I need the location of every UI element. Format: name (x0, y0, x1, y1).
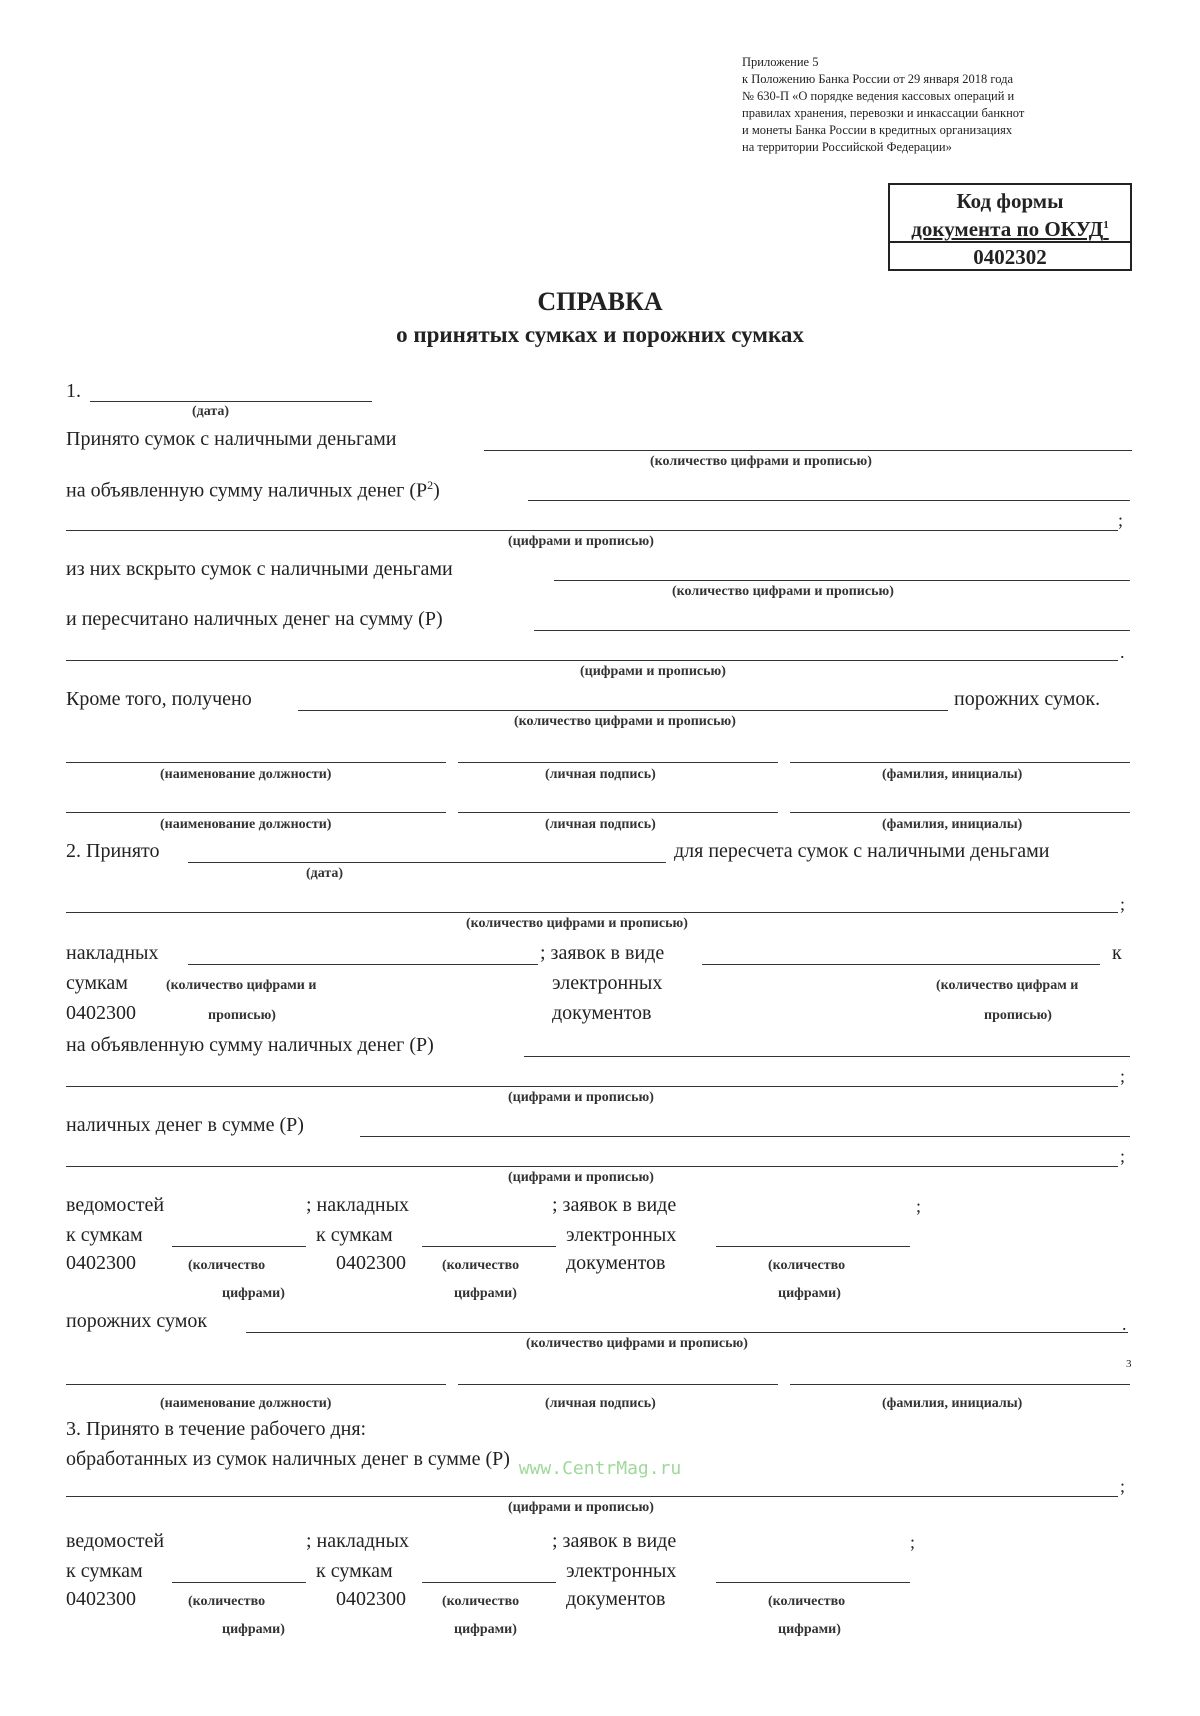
annex-line: и монеты Банка России в кредитных организациях (742, 123, 1013, 137)
count-caption: (количество (188, 1258, 266, 1273)
line-end-semicolon: ; (1120, 1146, 1126, 1166)
document-subtitle: о принятых сумках и порожних сумках (396, 322, 804, 347)
invoices-field[interactable] (188, 964, 538, 965)
okud-label-text: документа по ОКУД (911, 217, 1104, 241)
declared-sum-text: на объявленную сумму наличных денег (Р (66, 479, 428, 502)
declared-sum-field[interactable] (524, 1056, 1130, 1057)
annex-line: Приложение 5 (742, 55, 819, 69)
declared-sum-label: на объявленную сумму наличных денег (Р) (66, 1034, 434, 1056)
empty-bags-caption: (количество цифрами и прописью) (514, 714, 736, 729)
cash-sum-label: наличных денег в сумме (Р) (66, 1114, 304, 1136)
position-caption: (наименование должности) (160, 1396, 332, 1411)
declared-sum-label (66, 478, 440, 503)
line-end-semicolon: ; (910, 1532, 916, 1552)
invoices-caption: (количество цифрами и (166, 978, 317, 993)
name-caption: (фамилия, инициалы) (882, 1396, 1023, 1411)
okud-divider (890, 241, 1130, 243)
invoices-count-field[interactable] (422, 1582, 556, 1583)
empty-bags-caption: (количество цифрами и прописью) (526, 1336, 748, 1351)
signature-field[interactable] (458, 762, 778, 763)
line-end-period: . (1122, 1314, 1127, 1334)
electronic-label: электронных (566, 1224, 677, 1246)
bags-accepted-caption: (количество цифрами и прописью) (650, 454, 872, 469)
invoices-label: ; накладных (306, 1194, 410, 1216)
requests-field[interactable] (702, 964, 1100, 965)
recounted-sum-caption: (цифрами и прописью) (580, 664, 726, 679)
documents-label: документов (566, 1252, 666, 1274)
count-caption: (количество (768, 1594, 846, 1609)
declared-sum-field-continued[interactable] (66, 530, 1118, 531)
electronic-label: электронных (566, 1560, 677, 1582)
form-code: 0402300 (66, 1252, 136, 1274)
footnote-mark: 3 (1126, 1358, 1132, 1370)
line-end-semicolon: ; (1120, 1066, 1126, 1086)
count-caption: (количество (768, 1258, 846, 1273)
annex-reference (742, 54, 1024, 156)
cash-sum-field-continued[interactable] (66, 1166, 1118, 1167)
section-1-number: 1. (66, 380, 81, 402)
count-caption-cont: цифрами) (454, 1286, 517, 1301)
date-field[interactable] (90, 401, 372, 402)
documents-label: документов (566, 1588, 666, 1610)
watermark: www.CentrMag.ru (518, 1458, 682, 1479)
documents-label: документов (552, 1002, 652, 1024)
to-bags-label: сумкам (66, 972, 128, 994)
position-field[interactable] (66, 812, 446, 813)
section-2-accepted-label: 2. Принято (66, 840, 160, 862)
empty-bags-received-label: Кроме того, получено (66, 688, 252, 710)
recounted-sum-field[interactable] (534, 630, 1130, 631)
requests-label: ; заявок в виде (540, 942, 665, 964)
k-bags-label: к сумкам (316, 1224, 393, 1246)
processed-sum-field[interactable] (66, 1496, 1118, 1497)
count-caption: (количество (188, 1594, 266, 1609)
k-bags-label: к сумкам (66, 1224, 143, 1246)
section-3-heading: 3. Принято в течение рабочего дня: (66, 1418, 367, 1440)
declared-sum-field-continued[interactable] (66, 1086, 1118, 1087)
count-caption: (количество (442, 1594, 520, 1609)
name-caption: (фамилия, инициалы) (882, 767, 1023, 782)
name-field[interactable] (790, 1384, 1130, 1385)
document-title: СПРАВКА (537, 287, 663, 316)
signature-field[interactable] (458, 812, 778, 813)
processed-sum-label: обработанных из сумок наличных денег в сумме (Р) (66, 1448, 510, 1470)
position-caption: (наименование должности) (160, 817, 332, 832)
okud-label-line1: Код формы (956, 189, 1064, 213)
declared-sum-close: ) (433, 479, 440, 502)
bags-count-field[interactable] (66, 912, 1118, 913)
recount-date-field[interactable] (188, 862, 666, 863)
statements-count-field[interactable] (172, 1246, 306, 1247)
requests-caption-cont: прописью) (984, 1008, 1052, 1023)
k-bags-label: к сумкам (66, 1560, 143, 1582)
requests-count-field[interactable] (716, 1246, 910, 1247)
requests-count-field[interactable] (716, 1582, 910, 1583)
annex-line: правилах хранения, перевозки и инкассации банкнот (742, 106, 1025, 120)
signature-field[interactable] (458, 1384, 778, 1385)
invoices-caption-cont: прописью) (208, 1008, 276, 1023)
opened-bags-caption: (количество цифрами и прописью) (672, 584, 894, 599)
bags-accepted-field[interactable] (484, 450, 1132, 451)
form-code: 0402300 (66, 1002, 136, 1024)
okud-label-line2 (890, 217, 1130, 242)
annex-line: к Положению Банка России от 29 января 2018 года (742, 72, 1014, 86)
line-end-semicolon: ; (1120, 1476, 1126, 1496)
signature-caption: (личная подпись) (545, 817, 656, 832)
recount-purpose-text: для пересчета сумок с наличными деньгами (674, 840, 1050, 862)
k-bags-label: к сумкам (316, 1560, 393, 1582)
line-end-semicolon: ; (1118, 510, 1124, 530)
line-end-period: . (1120, 642, 1125, 662)
recounted-sum-label: и пересчитано наличных денег на сумму (Р) (66, 608, 443, 630)
annex-line: на территории Российской Федерации» (742, 140, 952, 154)
name-field[interactable] (790, 762, 1130, 763)
count-caption-cont: цифрами) (222, 1622, 285, 1637)
opened-bags-field[interactable] (554, 580, 1130, 581)
recount-date-caption: (дата) (306, 866, 344, 881)
count-caption-cont: цифрами) (454, 1622, 517, 1637)
count-caption-cont: цифрами) (778, 1622, 841, 1637)
line-end-semicolon: ; (916, 1196, 922, 1216)
name-caption: (фамилия, инициалы) (882, 817, 1023, 832)
signature-caption: (личная подпись) (545, 1396, 656, 1411)
k-label: к (1112, 942, 1122, 964)
statements-count-field[interactable] (172, 1582, 306, 1583)
declared-sum-field[interactable] (528, 500, 1130, 501)
footnote-mark: 2 (427, 478, 434, 492)
requests-label: ; заявок в виде (552, 1194, 677, 1216)
okud-code: 0402302 (973, 245, 1047, 269)
opened-bags-label: из них вскрыто сумок с наличными деньгами (66, 558, 453, 580)
line-end-semicolon: ; (1120, 894, 1126, 914)
form-code: 0402300 (66, 1588, 136, 1610)
requests-label: ; заявок в виде (552, 1530, 677, 1552)
position-field[interactable] (66, 1384, 446, 1385)
processed-sum-caption: (цифрами и прописью) (508, 1500, 654, 1515)
declared-sum-caption: (цифрами и прописью) (508, 1090, 654, 1105)
empty-bags-received-field[interactable] (298, 710, 948, 711)
electronic-label: электронных (552, 972, 663, 994)
recounted-sum-field-continued[interactable] (66, 660, 1118, 661)
statements-label: ведомостей (66, 1530, 165, 1552)
invoices-count-field[interactable] (422, 1246, 556, 1247)
signature-caption: (личная подпись) (545, 767, 656, 782)
bags-accepted-label: Принято сумок с наличными деньгами (66, 428, 397, 450)
name-field[interactable] (790, 812, 1130, 813)
invoices-label: ; накладных (306, 1530, 410, 1552)
statements-label: ведомостей (66, 1194, 165, 1216)
bags-count-caption: (количество цифрами и прописью) (466, 916, 688, 931)
date-caption: (дата) (192, 404, 230, 419)
empty-bags-field[interactable] (246, 1332, 1128, 1333)
count-caption: (количество (442, 1258, 520, 1273)
declared-sum-caption: (цифрами и прописью) (508, 534, 654, 549)
cash-sum-field[interactable] (360, 1136, 1130, 1137)
position-field[interactable] (66, 762, 446, 763)
invoices-label: накладных (66, 942, 159, 964)
count-caption-cont: цифрами) (778, 1286, 841, 1301)
requests-caption: (количество цифрам и (936, 978, 1079, 993)
empty-bags-label: порожних сумок (66, 1310, 208, 1332)
okud-code-box (888, 183, 1132, 271)
footnote-mark: 1 (1103, 219, 1109, 231)
count-caption-cont: цифрами) (222, 1286, 285, 1301)
position-caption: (наименование должности) (160, 767, 332, 782)
annex-line: № 630-П «О порядке ведения кассовых операций и (742, 89, 1015, 103)
cash-sum-caption: (цифрами и прописью) (508, 1170, 654, 1185)
empty-bags-tail: порожних сумок. (954, 688, 1101, 710)
form-code: 0402300 (336, 1588, 406, 1610)
form-code: 0402300 (336, 1252, 406, 1274)
